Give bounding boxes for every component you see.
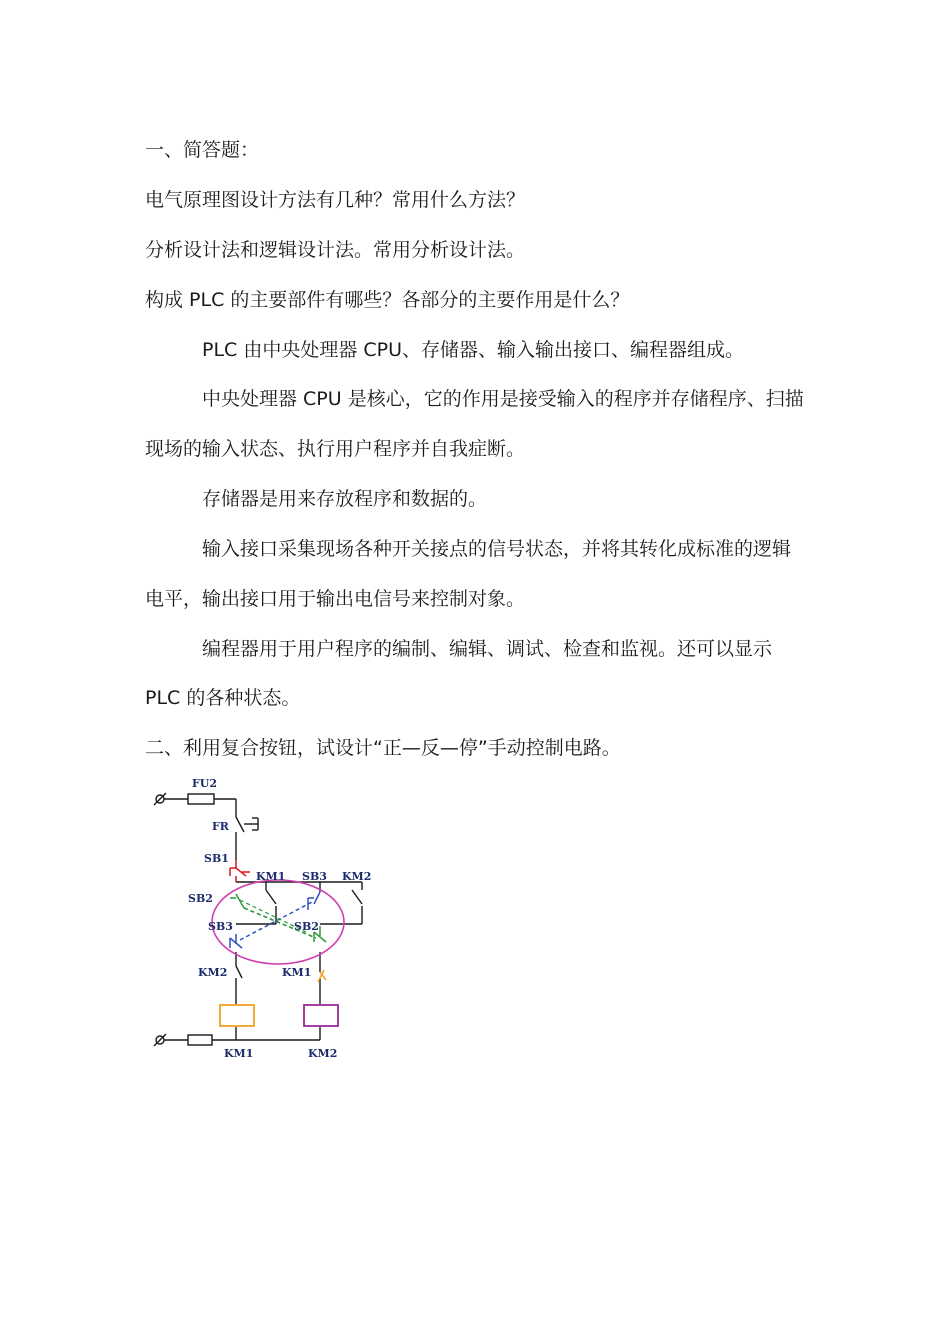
km1-nc-contact — [318, 970, 326, 982]
sb1-stop-button — [230, 860, 250, 882]
answer-2-memory: 存储器是用来存放程序和数据的。 — [202, 488, 488, 510]
label-sb2-left: SB2 — [188, 892, 213, 905]
answer-2-programmer-line1: 编程器用于用户程序的编制、编辑、调试、检查和监视。还可以显示 — [202, 638, 773, 660]
label-km2-mid: KM2 — [198, 966, 228, 979]
label-fr: FR — [212, 820, 229, 833]
label-km2-top: KM2 — [342, 870, 372, 883]
section-heading-design: 二、利用复合按钮，试设计“正—反—停”手动控制电路。 — [145, 737, 621, 759]
label-km1-top: KM1 — [256, 870, 286, 883]
answer-1: 分析设计法和逻辑设计法。常用分析设计法。 — [145, 239, 526, 261]
label-sb2-right: SB2 — [294, 920, 319, 933]
label-fu2: FU2 — [192, 777, 218, 790]
circuit-wiring — [154, 793, 362, 1046]
answer-2-cpu-line2: 现场的输入状态、执行用户程序并自我症断。 — [145, 438, 526, 460]
forward-reverse-stop-circuit-diagram — [140, 772, 380, 1064]
question-2: 构成 PLC 的主要部件有哪些？各部分的主要作用是什么？ — [145, 289, 630, 311]
label-sb3-top: SB3 — [302, 870, 327, 883]
label-sb1: SB1 — [204, 852, 229, 865]
label-sb3-left: SB3 — [208, 920, 233, 933]
answer-2-programmer-line2: PLC 的各种状态。 — [145, 687, 301, 709]
label-km1-mid: KM1 — [282, 966, 312, 979]
label-km2-coil: KM2 — [308, 1047, 338, 1060]
km1-coil — [220, 1005, 254, 1026]
answer-2-io-line2: 电平，输出接口用于输出电信号来控制对象。 — [145, 588, 526, 610]
section-heading-short-answer: 一、简答题： — [145, 139, 260, 161]
label-km1-coil: KM1 — [224, 1047, 254, 1060]
km2-coil — [304, 1005, 338, 1026]
answer-2-intro: PLC 由中央处理器 CPU、存储器、输入输出接口、编程器组成。 — [202, 339, 745, 361]
answer-2-cpu-line1: 中央处理器 CPU 是核心，它的作用是接受输入的程序并存储程序、扫描 — [202, 388, 804, 410]
answer-2-io-line1: 输入接口采集现场各种开关接点的信号状态，并将其转化成标准的逻辑 — [202, 538, 792, 560]
question-1: 电气原理图设计方法有几种？常用什么方法？ — [145, 189, 526, 211]
